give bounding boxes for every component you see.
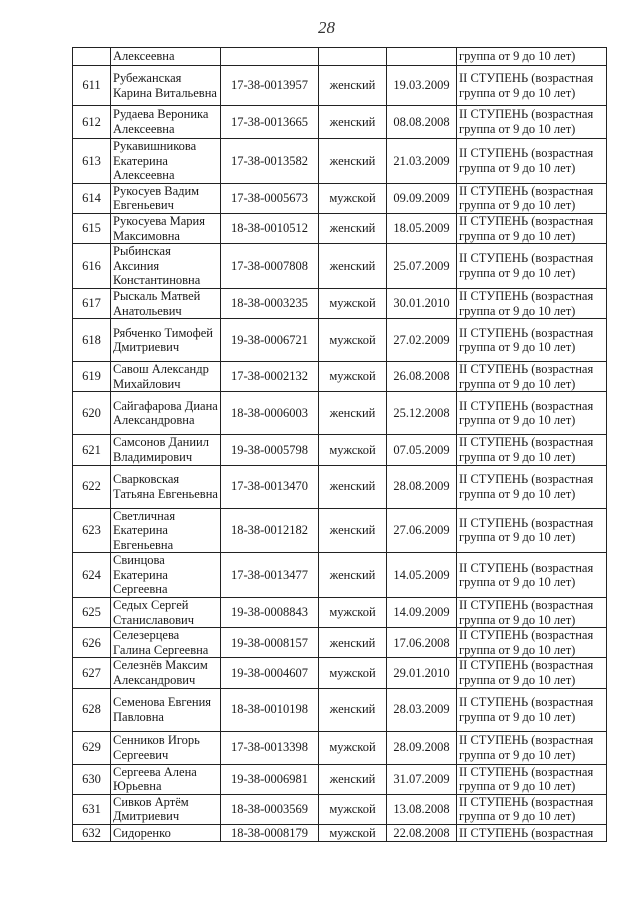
participant-id-cell: 18-38-0006003 (221, 392, 319, 435)
gender-cell: мужской (319, 794, 387, 824)
birth-date-cell: 19.03.2009 (387, 66, 457, 106)
age-group-cell: II СТУПЕНЬ (возрастная группа от 9 до 10 лет) (457, 465, 607, 508)
birth-date-cell: 29.01.2010 (387, 658, 457, 688)
birth-date-cell: 31.07.2009 (387, 764, 457, 794)
age-group-cell: II СТУПЕНЬ (возрастная группа от 9 до 10 лет) (457, 288, 607, 318)
row-number-cell: 616 (73, 244, 111, 289)
birth-date-cell: 22.08.2008 (387, 825, 457, 842)
row-number-cell: 623 (73, 508, 111, 553)
table-row (73, 48, 607, 66)
table-row (73, 465, 607, 508)
row-number-cell: 617 (73, 288, 111, 318)
birth-date-cell: 13.08.2008 (387, 794, 457, 824)
participant-id-cell (221, 48, 319, 66)
gender-cell: женский (319, 139, 387, 184)
table-row (73, 435, 607, 465)
gender-cell: женский (319, 553, 387, 598)
participant-id-cell: 18-38-0003235 (221, 288, 319, 318)
birth-date-cell: 27.02.2009 (387, 319, 457, 362)
age-group-cell: II СТУПЕНЬ (возрастная группа от 9 до 10 лет) (457, 794, 607, 824)
birth-date-cell: 07.05.2009 (387, 435, 457, 465)
participants-table-body (73, 48, 607, 842)
birth-date-cell: 30.01.2010 (387, 288, 457, 318)
participant-id-cell: 18-38-0008179 (221, 825, 319, 842)
full-name-cell: Светличная Екатерина Евгеньевна (111, 508, 221, 553)
gender-cell: женский (319, 688, 387, 731)
participant-id-cell: 19-38-0008843 (221, 598, 319, 628)
full-name-cell: Рябченко Тимофей Дмитриевич (111, 319, 221, 362)
row-number-cell: 622 (73, 465, 111, 508)
table-row (73, 731, 607, 764)
table-row (73, 106, 607, 139)
full-name-cell: Свинцова Екатерина Сергеевна (111, 553, 221, 598)
age-group-cell: II СТУПЕНЬ (возрастная группа от 9 до 10 лет) (457, 392, 607, 435)
table-row (73, 553, 607, 598)
birth-date-cell: 27.06.2009 (387, 508, 457, 553)
age-group-cell: II СТУПЕНЬ (возрастная группа от 9 до 10 лет) (457, 628, 607, 658)
row-number-cell: 626 (73, 628, 111, 658)
full-name-cell: Селезнёв Максим Александрович (111, 658, 221, 688)
row-number-cell: 628 (73, 688, 111, 731)
page-number: 28 (318, 18, 335, 37)
participant-id-cell: 17-38-0002132 (221, 362, 319, 392)
participant-id-cell: 17-38-0013470 (221, 465, 319, 508)
participant-id-cell: 17-38-0013582 (221, 139, 319, 184)
participant-id-cell: 17-38-0013398 (221, 731, 319, 764)
full-name-cell: Сергеева Алена Юрьевна (111, 764, 221, 794)
birth-date-cell: 09.09.2009 (387, 183, 457, 213)
row-number-cell: 612 (73, 106, 111, 139)
birth-date-cell: 18.05.2009 (387, 213, 457, 243)
row-number-cell: 624 (73, 553, 111, 598)
gender-cell (319, 48, 387, 66)
participant-id-cell: 18-38-0012182 (221, 508, 319, 553)
gender-cell: женский (319, 628, 387, 658)
table-row (73, 688, 607, 731)
gender-cell: мужской (319, 183, 387, 213)
row-number-cell: 629 (73, 731, 111, 764)
row-number-cell: 619 (73, 362, 111, 392)
gender-cell: мужской (319, 288, 387, 318)
age-group-cell: II СТУПЕНЬ (возрастная группа от 9 до 10 лет) (457, 764, 607, 794)
full-name-cell: Седых Сергей Станиславович (111, 598, 221, 628)
gender-cell: мужской (319, 731, 387, 764)
table-row (73, 628, 607, 658)
full-name-cell: Рукосуев Вадим Евгеньевич (111, 183, 221, 213)
participant-id-cell: 18-38-0003569 (221, 794, 319, 824)
participants-table (72, 47, 607, 842)
age-group-cell: II СТУПЕНЬ (возрастная группа от 9 до 10 лет) (457, 66, 607, 106)
participant-id-cell: 19-38-0006981 (221, 764, 319, 794)
birth-date-cell: 08.08.2008 (387, 106, 457, 139)
gender-cell: мужской (319, 319, 387, 362)
full-name-cell: Сварковская Татьяна Евгеньевна (111, 465, 221, 508)
table-row (73, 66, 607, 106)
full-name-cell: Савош Александр Михайлович (111, 362, 221, 392)
row-number-cell: 632 (73, 825, 111, 842)
table-row (73, 319, 607, 362)
birth-date-cell: 28.08.2009 (387, 465, 457, 508)
birth-date-cell: 25.12.2008 (387, 392, 457, 435)
full-name-cell: Селезерцева Галина Сергеевна (111, 628, 221, 658)
gender-cell: женский (319, 213, 387, 243)
row-number-cell: 615 (73, 213, 111, 243)
age-group-cell: II СТУПЕНЬ (возрастная группа от 9 до 10 лет) (457, 435, 607, 465)
full-name-cell: Рудаева Вероника Алексеевна (111, 106, 221, 139)
age-group-cell: II СТУПЕНЬ (возрастная группа от 9 до 10 лет) (457, 688, 607, 731)
table-row (73, 362, 607, 392)
gender-cell: женский (319, 508, 387, 553)
gender-cell: мужской (319, 825, 387, 842)
gender-cell: женский (319, 66, 387, 106)
participant-id-cell: 19-38-0006721 (221, 319, 319, 362)
row-number-cell: 614 (73, 183, 111, 213)
participant-id-cell: 17-38-0005673 (221, 183, 319, 213)
birth-date-cell: 28.03.2009 (387, 688, 457, 731)
age-group-cell: II СТУПЕНЬ (возрастная группа от 9 до 10 лет) (457, 508, 607, 553)
gender-cell: женский (319, 244, 387, 289)
full-name-cell: Рубежанская Карина Витальевна (111, 66, 221, 106)
table-row (73, 139, 607, 184)
row-number-cell: 625 (73, 598, 111, 628)
birth-date-cell: 17.06.2008 (387, 628, 457, 658)
table-row (73, 213, 607, 243)
age-group-cell: II СТУПЕНЬ (возрастная группа от 9 до 10 лет) (457, 244, 607, 289)
full-name-cell: Сайгафарова Диана Александровна (111, 392, 221, 435)
table-row (73, 825, 607, 842)
birth-date-cell: 25.07.2009 (387, 244, 457, 289)
age-group-cell: II СТУПЕНЬ (возрастная группа от 9 до 10 лет) (457, 319, 607, 362)
row-number-cell: 621 (73, 435, 111, 465)
full-name-cell: Самсонов Даниил Владимирович (111, 435, 221, 465)
age-group-cell: II СТУПЕНЬ (возрастная группа от 9 до 10 лет) (457, 183, 607, 213)
row-number-cell: 618 (73, 319, 111, 362)
birth-date-cell: 14.09.2009 (387, 598, 457, 628)
birth-date-cell (387, 48, 457, 66)
full-name-cell: Рыскаль Матвей Анатольевич (111, 288, 221, 318)
gender-cell: мужской (319, 658, 387, 688)
gender-cell: мужской (319, 435, 387, 465)
age-group-cell: II СТУПЕНЬ (возрастная (457, 825, 607, 842)
participant-id-cell: 18-38-0010512 (221, 213, 319, 243)
row-number-cell: 630 (73, 764, 111, 794)
participant-id-cell: 19-38-0004607 (221, 658, 319, 688)
age-group-cell: II СТУПЕНЬ (возрастная группа от 9 до 10 лет) (457, 139, 607, 184)
full-name-cell: Алексеевна (111, 48, 221, 66)
table-row (73, 392, 607, 435)
row-number-cell: 620 (73, 392, 111, 435)
table-row (73, 598, 607, 628)
gender-cell: мужской (319, 598, 387, 628)
gender-cell: женский (319, 106, 387, 139)
participant-id-cell: 19-38-0008157 (221, 628, 319, 658)
age-group-cell: II СТУПЕНЬ (возрастная группа от 9 до 10 лет) (457, 598, 607, 628)
participant-id-cell: 17-38-0013665 (221, 106, 319, 139)
table-row (73, 508, 607, 553)
table-row (73, 183, 607, 213)
full-name-cell: Сенников Игорь Сергеевич (111, 731, 221, 764)
participant-id-cell: 17-38-0013957 (221, 66, 319, 106)
gender-cell: женский (319, 392, 387, 435)
row-number-cell: 611 (73, 66, 111, 106)
age-group-cell: II СТУПЕНЬ (возрастная группа от 9 до 10 лет) (457, 106, 607, 139)
age-group-cell: II СТУПЕНЬ (возрастная группа от 9 до 10 лет) (457, 731, 607, 764)
row-number-cell (73, 48, 111, 66)
full-name-cell: Рукавишникова Екатерина Алексеевна (111, 139, 221, 184)
full-name-cell: Сивков Артём Дмитриевич (111, 794, 221, 824)
table-row (73, 288, 607, 318)
age-group-cell: группа от 9 до 10 лет) (457, 48, 607, 66)
table-row (73, 764, 607, 794)
gender-cell: женский (319, 465, 387, 508)
full-name-cell: Сидоренко (111, 825, 221, 842)
birth-date-cell: 28.09.2008 (387, 731, 457, 764)
age-group-cell: II СТУПЕНЬ (возрастная группа от 9 до 10 лет) (457, 553, 607, 598)
gender-cell: женский (319, 764, 387, 794)
full-name-cell: Семенова Евгения Павловна (111, 688, 221, 731)
row-number-cell: 627 (73, 658, 111, 688)
row-number-cell: 631 (73, 794, 111, 824)
age-group-cell: II СТУПЕНЬ (возрастная группа от 9 до 10 лет) (457, 658, 607, 688)
age-group-cell: II СТУПЕНЬ (возрастная группа от 9 до 10 лет) (457, 213, 607, 243)
table-row (73, 658, 607, 688)
participant-id-cell: 18-38-0010198 (221, 688, 319, 731)
row-number-cell: 613 (73, 139, 111, 184)
participant-id-cell: 19-38-0005798 (221, 435, 319, 465)
participant-id-cell: 17-38-0013477 (221, 553, 319, 598)
table-row (73, 244, 607, 289)
birth-date-cell: 14.05.2009 (387, 553, 457, 598)
birth-date-cell: 26.08.2008 (387, 362, 457, 392)
gender-cell: мужской (319, 362, 387, 392)
age-group-cell: II СТУПЕНЬ (возрастная группа от 9 до 10 лет) (457, 362, 607, 392)
full-name-cell: Рукосуева Мария Максимовна (111, 213, 221, 243)
birth-date-cell: 21.03.2009 (387, 139, 457, 184)
full-name-cell: Рыбинская Аксиния Константиновна (111, 244, 221, 289)
table-row (73, 794, 607, 824)
participant-id-cell: 17-38-0007808 (221, 244, 319, 289)
